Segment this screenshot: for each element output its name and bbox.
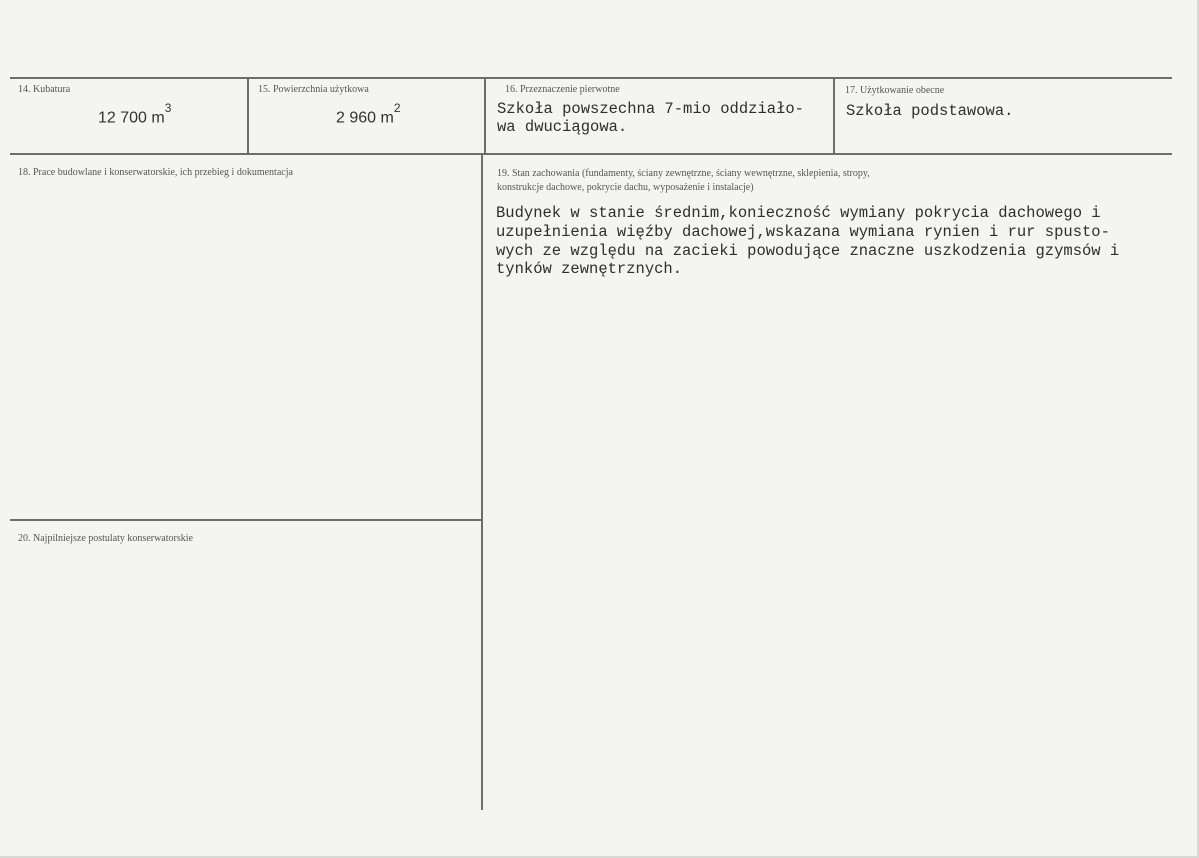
col-divider-14-15 (247, 77, 249, 153)
col-divider-main (481, 153, 483, 810)
field-19-line-1: Budynek w stanie średnim,konieczność wymiany pokrycia dachowego i (496, 204, 1101, 222)
area-unit-exponent: 2 (393, 101, 401, 115)
top-rule (10, 77, 1172, 79)
area-value: 2 960 m (336, 109, 394, 127)
field-15-label: 15. Powierzchnia użytkowa (258, 84, 369, 95)
field-15-value (336, 101, 401, 127)
row-divider (10, 153, 1172, 155)
field-19-line-3: wych ze względu na zacieki powodujące znaczne uszkodzenia gzymsów i (496, 242, 1120, 260)
col-divider-15-16 (484, 77, 486, 153)
field-14-label: 14. Kubatura (18, 84, 71, 95)
field-19-line-2: uzupełnienia więźby dachowej,wskazana wymiana rynien i rur spusto- (496, 223, 1110, 241)
field-20-label: 20. Najpilniejsze postulaty konserwatorskie (18, 533, 193, 544)
field-14-value (98, 101, 172, 127)
field-16-line-1: Szkoła powszechna 7-mio oddziało- (497, 100, 804, 118)
field-19-label-line-2: konstrukcje dachowe, pokrycie dachu, wyposażenie i instalacje) (497, 182, 754, 193)
field-17-label: 17. Użytkowanie obecne (845, 85, 945, 96)
field-19-line-4: tynków zewnętrznych. (496, 260, 683, 278)
section-divider-18-20 (10, 519, 481, 521)
field-19-label-line-1: 19. Stan zachowania (fundamenty, ściany zewnętrzne, ściany wewnętrzne, sklepienia, stropy, (497, 168, 870, 179)
field-16-line-2: wa dwuciągowa. (497, 118, 628, 136)
volume-unit-exponent: 3 (164, 101, 172, 115)
col-divider-16-17 (833, 77, 835, 153)
field-16-label: 16. Przeznaczenie pierwotne (505, 84, 620, 95)
field-18-label: 18. Prace budowlane i konserwatorskie, ich przebieg i dokumentacja (18, 167, 293, 178)
volume-value: 12 700 m (98, 109, 165, 127)
field-17-value: Szkoła podstawowa. (846, 102, 1014, 120)
